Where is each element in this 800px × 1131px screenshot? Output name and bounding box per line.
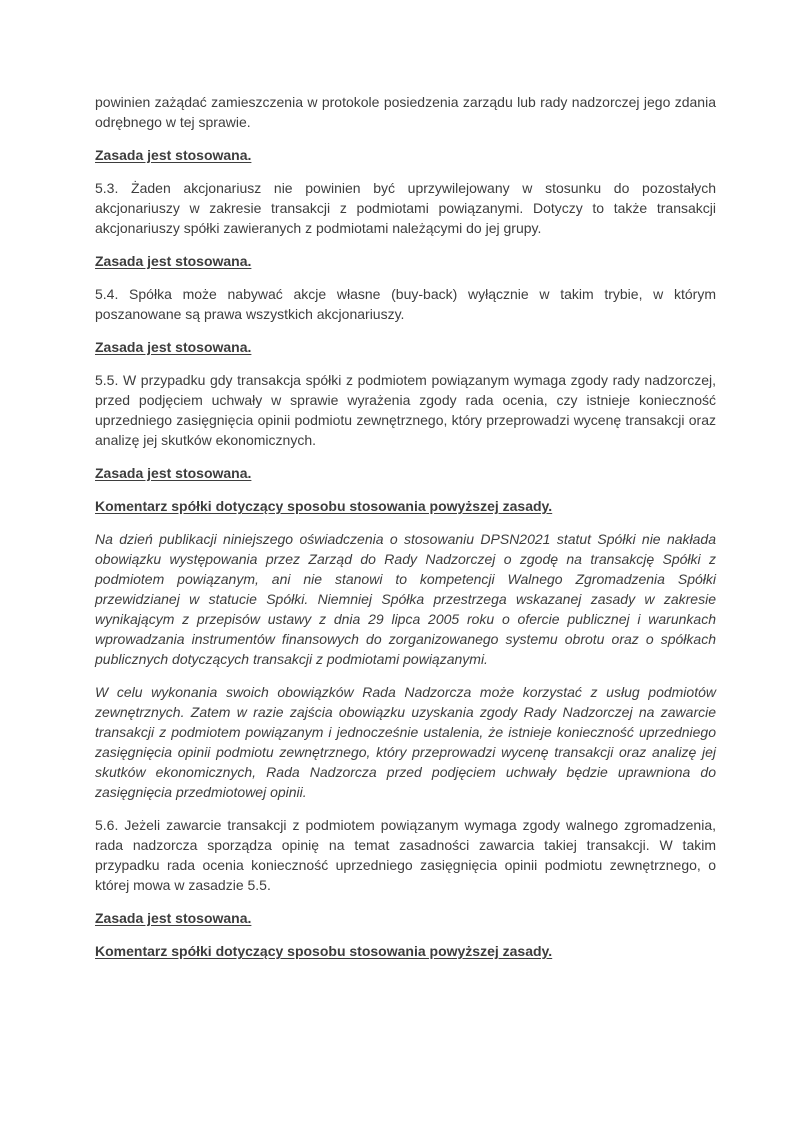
comment-paragraph: W celu wykonania swoich obowiązków Rada Nadzorcza może korzystać z usług podmiotów zewnętrznych. Zatem w razie zajścia obowiązku uzyskania zgody Rady Nadzorczej na zawarcie transakcji z podmiotem powiązanym i jednocześnie ustalenia, że istnieje konieczność uprzedniego zasięgnięcia opinii podmiotu zewnętrznego, który przeprowadzi wycenę transakcji oraz analizę jej skutków ekonomicznych, Rada Nadzorcza przed podjęciem uchwały będzie uprawniona do zasięgnięcia przedmiotowej opinii. [95,684,716,800]
rule-status-heading: Zasada jest stosowana. [95,147,252,163]
rule-status-heading: Zasada jest stosowana. [95,253,252,269]
rule-status-heading: Zasada jest stosowana. [95,910,252,926]
comment-heading: Komentarz spółki dotyczący sposobu stosowania powyższej zasady. [95,943,553,959]
body-paragraph: 5.4. Spółka może nabywać akcje własne (buy-back) wyłącznie w takim trybie, w którym poszanowane są prawa wszystkich akcjonariuszy. [95,286,716,322]
comment-heading: Komentarz spółki dotyczący sposobu stosowania powyższej zasady. [95,498,553,514]
rule-status-heading: Zasada jest stosowana. [95,465,252,481]
rule-status-heading: Zasada jest stosowana. [95,339,252,355]
body-paragraph: 5.6. Jeżeli zawarcie transakcji z podmiotem powiązanym wymaga zgody walnego zgromadzenia, rada nadzorcza sporządza opinię na temat zasadności zawarcia takiej transakcji. W takim przypadku rada ocenia konieczność uprzedniego zasięgnięcia opinii podmiotu zewnętrznego, o której mowa w zasadzie 5.5. [95,817,716,893]
body-paragraph: powinien zażądać zamieszczenia w protokole posiedzenia zarządu lub rady nadzorczej jego zdania odrębnego w tej sprawie. [95,94,716,130]
comment-paragraph: Na dzień publikacji niniejszego oświadczenia o stosowaniu DPSN2021 statut Spółki nie nakłada obowiązku występowania przez Zarząd do Rady Nadzorczej o zgodę na transakcję Spółki z podmiotem powiązanym, ani nie stanowi to kompetencji Walnego Zgromadzenia Spółki przewidzianej w statucie Spółki. Niemniej Spółka przestrzega wskazanej zasady w zakresie wynikającym z przepisów ustawy z dnia 29 lipca 2005 roku o ofercie publicznej i warunkach wprowadzania instrumentów finansowych do zorganizowanego systemu obrotu oraz o spółkach publicznych dotyczących transakcji z podmiotami powiązanymi. [95,531,716,667]
body-paragraph: 5.3. Żaden akcjonariusz nie powinien być uprzywilejowany w stosunku do pozostałych akcjonariuszy w zakresie transakcji z podmiotami powiązanymi. Dotyczy to także transakcji akcjonariuszy spółki zawieranych z podmiotami należącymi do jej grupy. [95,180,716,236]
body-paragraph: 5.5. W przypadku gdy transakcja spółki z podmiotem powiązanym wymaga zgody rady nadzorczej, przed podjęciem uchwały w sprawie wyrażenia zgody rada ocenia, czy istnieje konieczność uprzedniego zasięgnięcia opinii podmiotu zewnętrznego, który przeprowadzi wycenę transakcji oraz analizę jej skutków ekonomicznych. [95,372,716,448]
